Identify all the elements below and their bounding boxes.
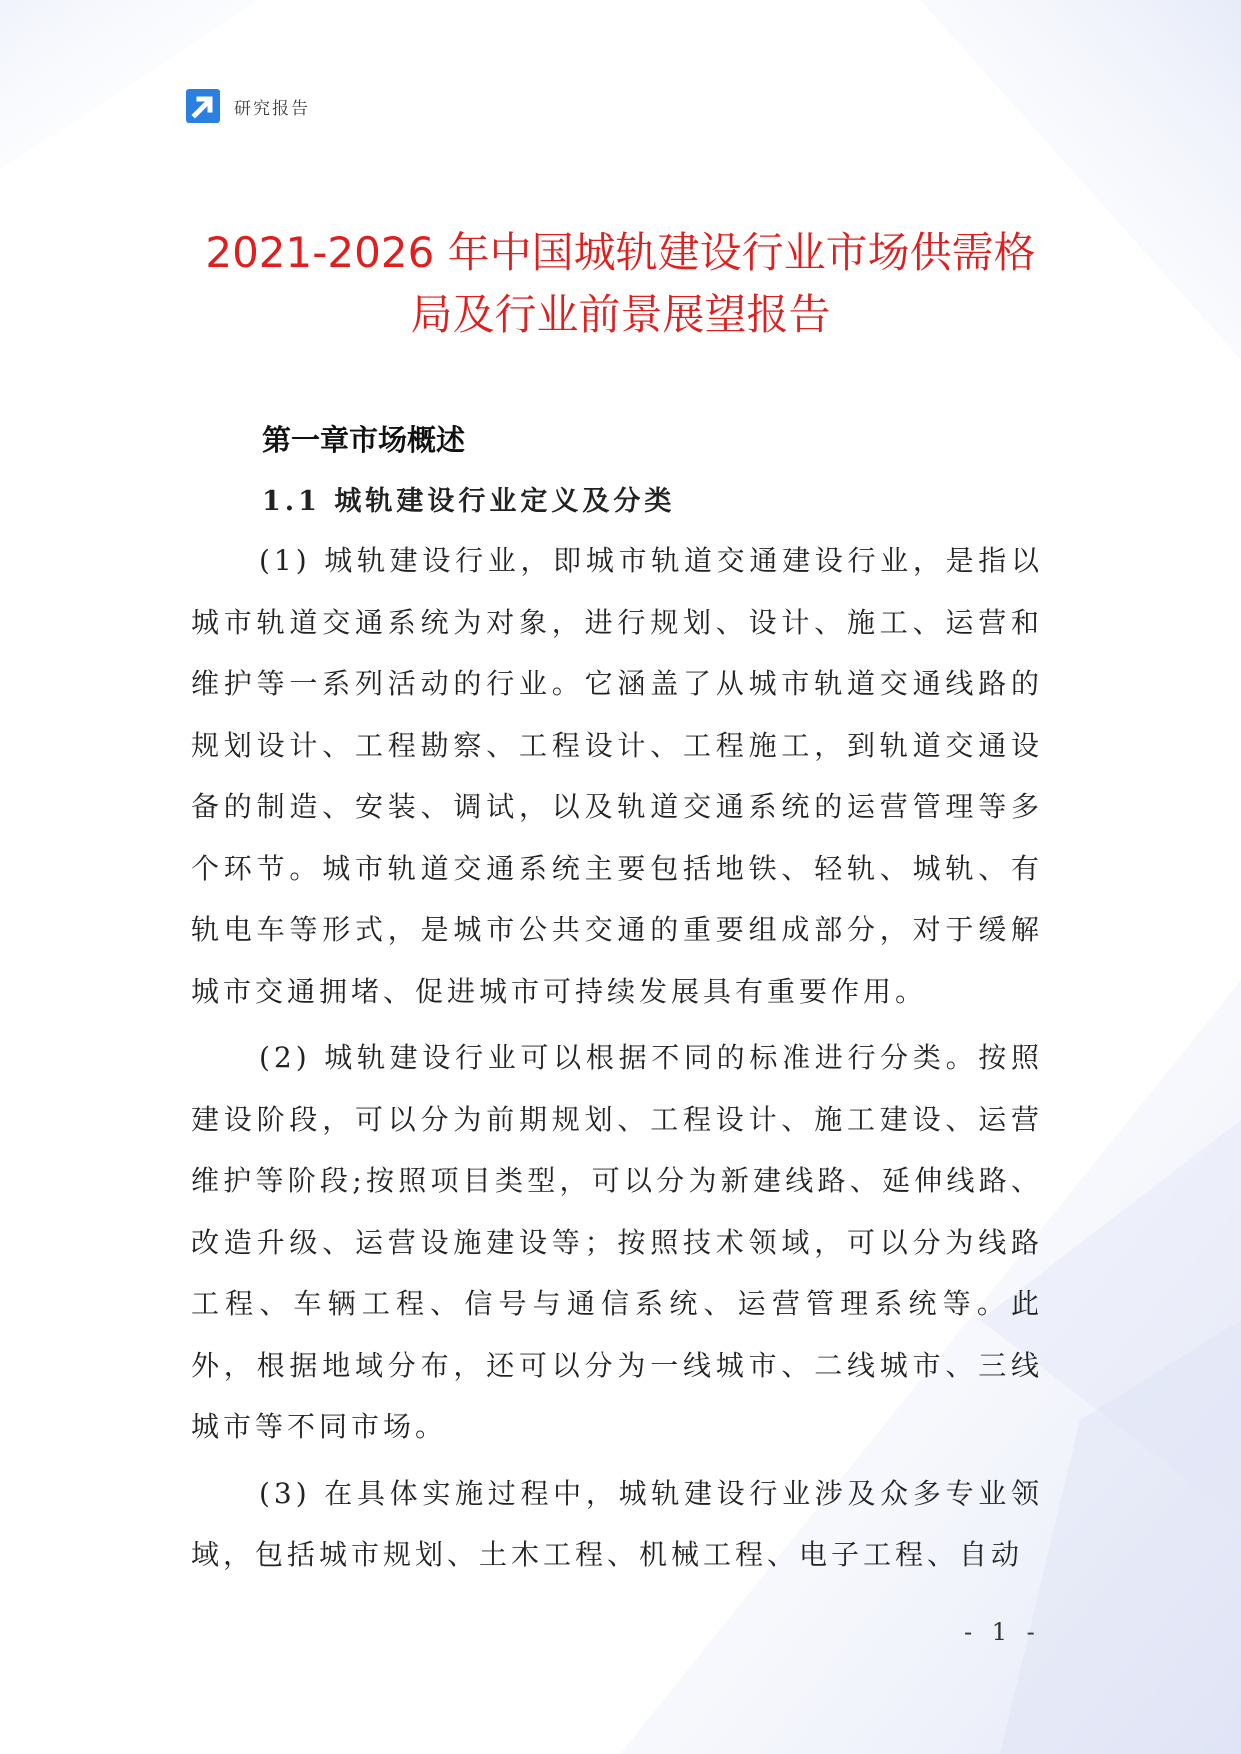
paragraph-2: (2) 城轨建设行业可以根据不同的标准进行分类。按照建设阶段，可以分为前期规划、工程设计、施工建设、运营维护等阶段;按照项目类型，可以分为新建线路、延伸线路、改造升级、运营设施建设等；按照技术领域，可以分为线路工程、车辆工程、信号与通信系统、运营管理系统等。此外，根据地域分布，还可以分为一线城市、二线城市、三线城市等不同市场。 [191,1041,1043,1443]
chapter-heading: 第一章市场概述 [262,423,466,457]
report-title [150,222,1091,346]
title-line-1: 2021-2026 年中国城轨建设行业市场供需格 [205,228,1036,277]
page-number: - 1 - [964,1618,1041,1646]
title-line-2: 局及行业前景展望报告 [410,290,831,339]
paragraph-3: (3) 在具体实施过程中，城轨建设行业涉及众多专业领域，包括城市规划、土木工程、机械工程、电子工程、自动 [191,1476,1043,1571]
section-heading: 1.1 城轨建设行业定义及分类 [262,486,676,517]
body-text [191,530,1043,1591]
arrow-up-right-icon [186,89,220,123]
header-label: 研究报告 [234,98,310,119]
paragraph-1: (1) 城轨建设行业，即城市轨道交通建设行业，是指以城市轨道交通系统为对象，进行规划、设计、施工、运营和维护等一系列活动的行业。它涵盖了从城市轨道交通线路的规划设计、工程勘察、工程设计、工程施工，到轨道交通设备的制造、安装、调试，以及轨道交通系统的运营管理等多个环节。城市轨道交通系统主要包括地铁、轻轨、城轨、有轨电车等形式，是城市公共交通的重要组成部分，对于缓解城市交通拥堵、促进城市可持续发展具有重要作用。 [191,544,1043,1008]
report-header [186,89,310,123]
